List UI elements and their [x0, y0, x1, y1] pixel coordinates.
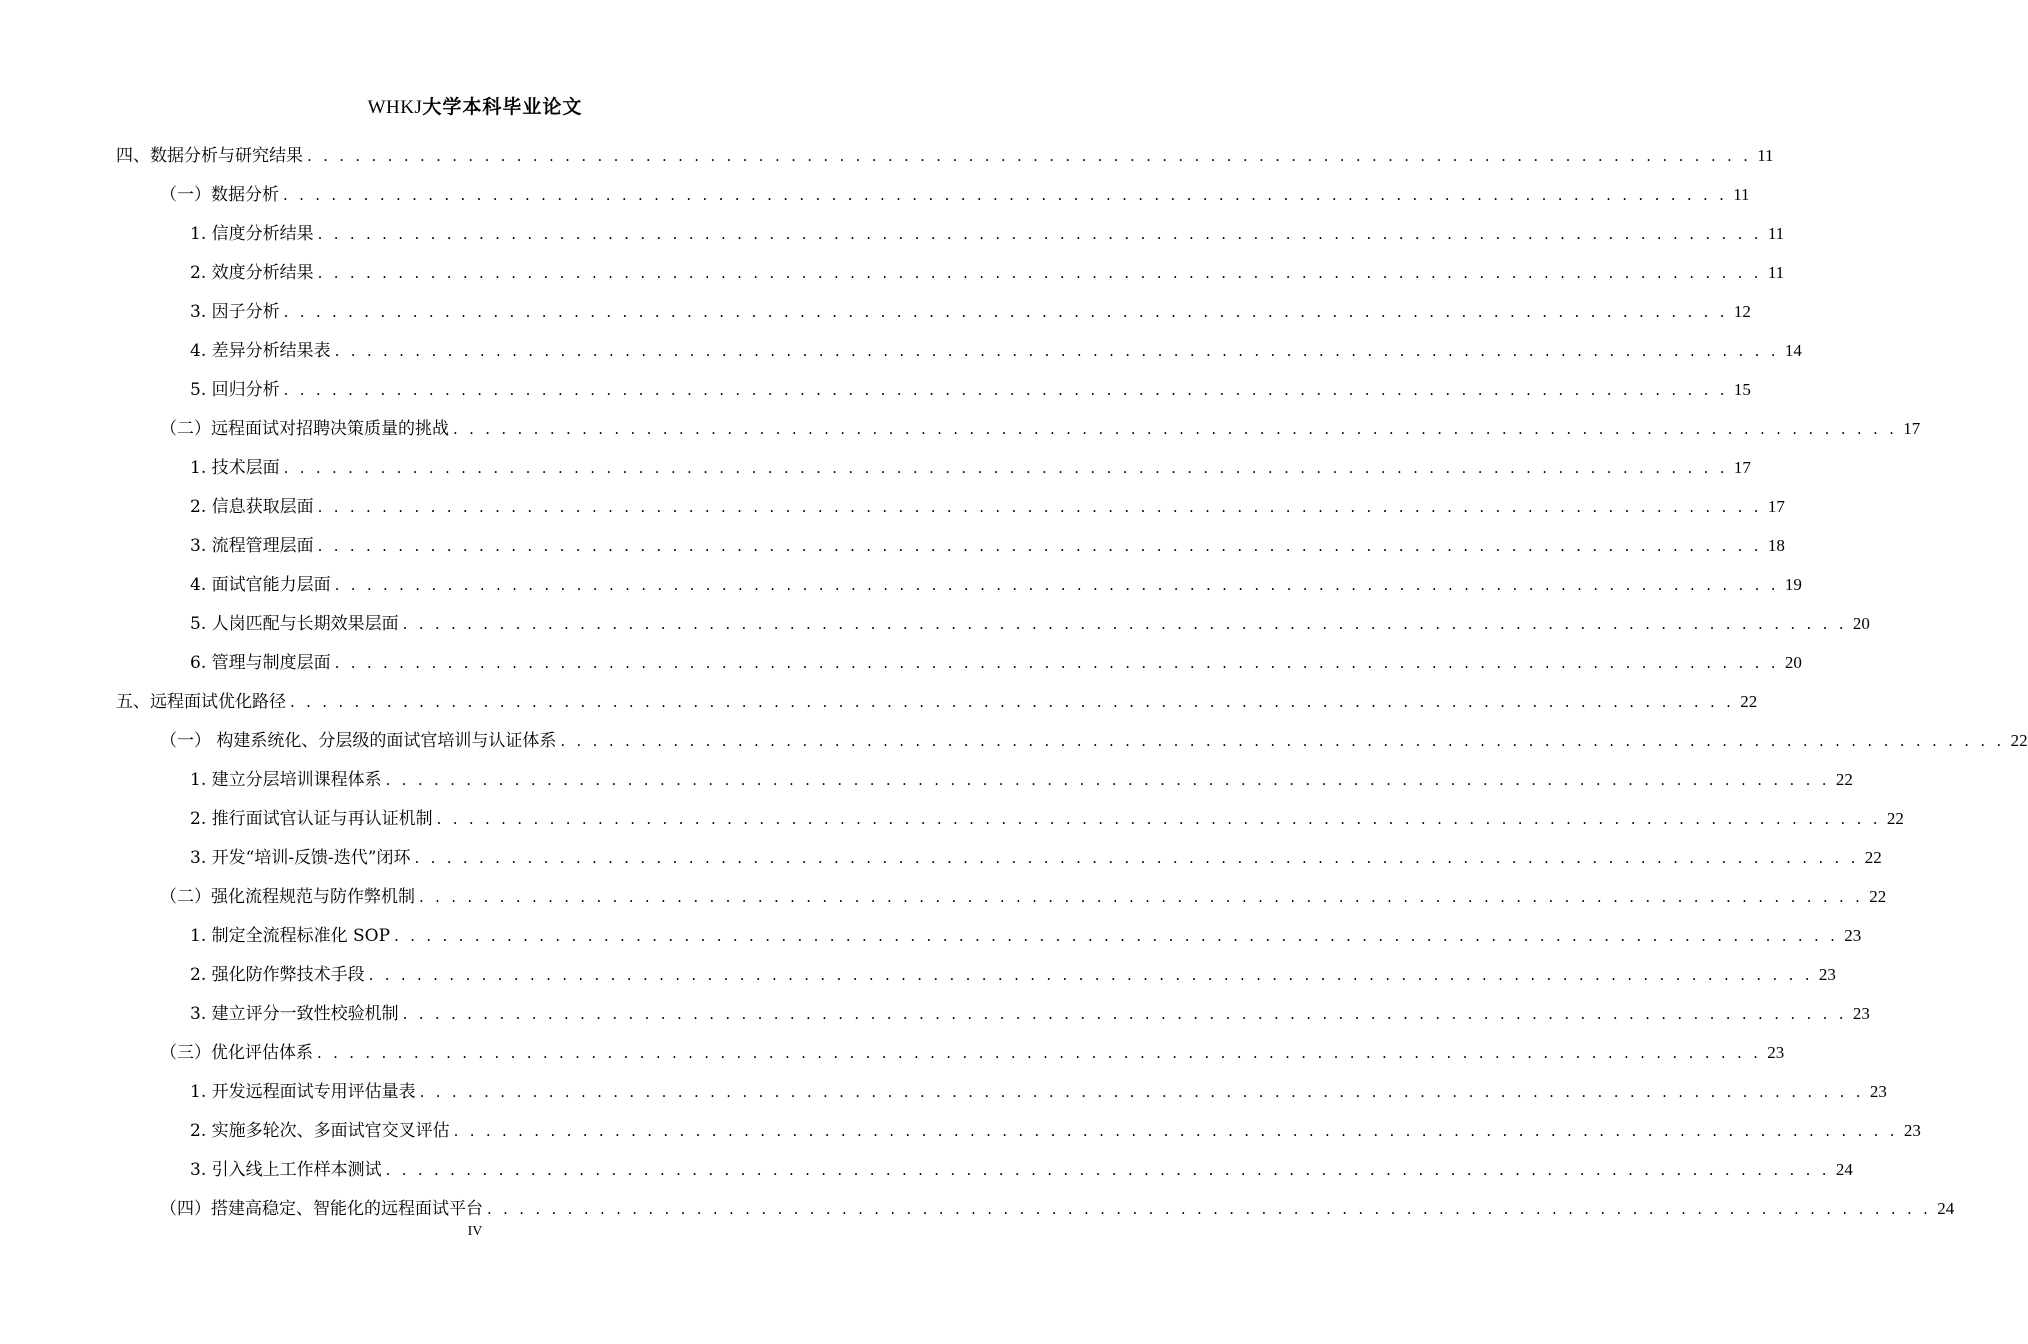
- header-title: 大学本科毕业论文: [422, 96, 583, 118]
- toc-dot-leader: . . . . . . . . . . . . . . . . . . . . . . . . . . . . . . . . . . . . . . . . . . . . . . . . . . . . . . . . . . . . . . . . . . . . . . . . . . . . . . . . . . . . . . . . . .: [317, 1044, 1762, 1062]
- toc-dot-leader: . . . . . . . . . . . . . . . . . . . . . . . . . . . . . . . . . . . . . . . . . . . . . . . . . . . . . . . . . . . . . . . . . . . . . . . . . . . . . . . . . . . . . . . . . .: [283, 459, 1728, 477]
- page-header: [0, 94, 950, 121]
- toc-entry[interactable]: [190, 338, 1802, 364]
- toc-entry-page: 17: [1903, 419, 1921, 438]
- toc-entry-page: 12: [1733, 302, 1751, 321]
- toc-entry-page: 23: [1869, 1082, 1887, 1101]
- toc-dot-leader: . . . . . . . . . . . . . . . . . . . . . . . . . . . . . . . . . . . . . . . . . . . . . . . . . . . . . . . . . . . . . . . . . . . . . . . . . . . . . . . . . . . . . . . . . .: [487, 1200, 1932, 1218]
- toc-entry[interactable]: [190, 1079, 1887, 1105]
- toc-entry[interactable]: [190, 494, 1785, 520]
- toc-entry[interactable]: [190, 1001, 1870, 1027]
- toc-entry-title: 2. 推行面试官认证与再认证机制: [190, 809, 433, 829]
- toc-entry-title: （二）强化流程规范与防作弊机制: [160, 887, 415, 907]
- toc-entry-page: 11: [1767, 263, 1785, 282]
- toc-entry-title: （一） 构建系统化、分层级的面试官培训与认证体系: [160, 731, 557, 751]
- toc-entry-title: 2. 信息获取层面: [190, 497, 314, 517]
- toc-entry-page: 22: [1886, 809, 1904, 828]
- toc-entry-title: 五、远程面试优化路径: [116, 692, 286, 712]
- toc-entry-title: （二）远程面试对招聘决策质量的挑战: [160, 419, 449, 439]
- toc-entry-title: 3. 建立评分一致性校验机制: [190, 1004, 399, 1024]
- toc-entry-title: 3. 引入线上工作样本测试: [190, 1160, 382, 1180]
- toc-dot-leader: . . . . . . . . . . . . . . . . . . . . . . . . . . . . . . . . . . . . . . . . . . . . . . . . . . . . . . . . . . . . . . . . . . . . . . . . . . . . . . . . . . . . . . . . . .: [436, 810, 1881, 828]
- toc-entry[interactable]: [116, 143, 1774, 169]
- toc-entry-page: 23: [1767, 1043, 1785, 1062]
- toc-entry[interactable]: [160, 728, 2028, 754]
- toc-entry[interactable]: [160, 884, 1887, 910]
- toc-dot-leader: . . . . . . . . . . . . . . . . . . . . . . . . . . . . . . . . . . . . . . . . . . . . . . . . . . . . . . . . . . . . . . . . . . . . . . . . . . . . . . . . . . . . . . . . . .: [368, 966, 1813, 984]
- toc-entry-page: 11: [1733, 185, 1750, 204]
- toc-entry-page: 24: [1937, 1199, 1955, 1218]
- toc-dot-leader: . . . . . . . . . . . . . . . . . . . . . . . . . . . . . . . . . . . . . . . . . . . . . . . . . . . . . . . . . . . . . . . . . . . . . . . . . . . . . . . . . . . . . . . . . .: [290, 693, 1735, 711]
- toc-dot-leader: . . . . . . . . . . . . . . . . . . . . . . . . . . . . . . . . . . . . . . . . . . . . . . . . . . . . . . . . . . . . . . . . . . . . . . . . . . . . . . . . . . . . . . . . . .: [307, 147, 1752, 165]
- toc-entry-title: 3. 开发“培训-反馈-迭代”闭环: [190, 848, 411, 868]
- toc-entry-title: 5. 人岗匹配与长期效果层面: [190, 614, 399, 634]
- toc-dot-leader: . . . . . . . . . . . . . . . . . . . . . . . . . . . . . . . . . . . . . . . . . . . . . . . . . . . . . . . . . . . . . . . . . . . . . . . . . . . . . . . . . . . . . . . . . .: [317, 537, 1762, 555]
- toc-entry[interactable]: [190, 260, 1785, 286]
- toc-entry-page: 23: [1852, 1004, 1870, 1023]
- toc-entry-page: 22: [1835, 770, 1853, 789]
- toc-entry-page: 23: [1844, 926, 1862, 945]
- toc-entry-title: 1. 制定全流程标准化 SOP: [190, 926, 391, 946]
- toc-dot-leader: . . . . . . . . . . . . . . . . . . . . . . . . . . . . . . . . . . . . . . . . . . . . . . . . . . . . . . . . . . . . . . . . . . . . . . . . . . . . . . . . . . . . . . . . . .: [414, 849, 1859, 867]
- toc-entry-page: 14: [1784, 341, 1802, 360]
- toc-entry-title: 6. 管理与制度层面: [190, 653, 331, 673]
- toc-dot-leader: . . . . . . . . . . . . . . . . . . . . . . . . . . . . . . . . . . . . . . . . . . . . . . . . . . . . . . . . . . . . . . . . . . . . . . . . . . . . . . . . . . . . . . . . . .: [453, 420, 1898, 438]
- toc-entry[interactable]: [190, 806, 1904, 832]
- toc-entry-title: 2. 实施多轮次、多面试官交叉评估: [190, 1121, 450, 1141]
- toc-entry[interactable]: [160, 416, 1921, 442]
- toc-entry-title: 1. 技术层面: [190, 458, 280, 478]
- header-school-code: WHKJ: [367, 97, 423, 118]
- toc-entry-page: 23: [1818, 965, 1836, 984]
- toc-dot-leader: . . . . . . . . . . . . . . . . . . . . . . . . . . . . . . . . . . . . . . . . . . . . . . . . . . . . . . . . . . . . . . . . . . . . . . . . . . . . . . . . . . . . . . . . . .: [334, 342, 1779, 360]
- toc-entry-page: 22: [1869, 887, 1887, 906]
- toc-entry-page: 22: [1740, 692, 1758, 711]
- toc-entry[interactable]: [190, 572, 1802, 598]
- toc-entry-title: （一）数据分析: [160, 185, 279, 205]
- toc-entry[interactable]: [160, 182, 1750, 208]
- toc-entry-page: 11: [1767, 224, 1785, 243]
- toc-dot-leader: . . . . . . . . . . . . . . . . . . . . . . . . . . . . . . . . . . . . . . . . . . . . . . . . . . . . . . . . . . . . . . . . . . . . . . . . . . . . . . . . . . . . . . . . . .: [334, 654, 1779, 672]
- toc-entry-page: 24: [1835, 1160, 1853, 1179]
- toc-dot-leader: . . . . . . . . . . . . . . . . . . . . . . . . . . . . . . . . . . . . . . . . . . . . . . . . . . . . . . . . . . . . . . . . . . . . . . . . . . . . . . . . . . . . . . . . . .: [385, 771, 1830, 789]
- toc-dot-leader: . . . . . . . . . . . . . . . . . . . . . . . . . . . . . . . . . . . . . . . . . . . . . . . . . . . . . . . . . . . . . . . . . . . . . . . . . . . . . . . . . . . . . . . . . .: [419, 1083, 1864, 1101]
- toc-entry-page: 19: [1784, 575, 1802, 594]
- toc-entry[interactable]: [190, 845, 1882, 871]
- toc-entry-page: 17: [1733, 458, 1751, 477]
- toc-entry[interactable]: [190, 299, 1751, 325]
- toc-dot-leader: . . . . . . . . . . . . . . . . . . . . . . . . . . . . . . . . . . . . . . . . . . . . . . . . . . . . . . . . . . . . . . . . . . . . . . . . . . . . . . . . . . . . . . . . . .: [402, 1005, 1847, 1023]
- toc-dot-leader: . . . . . . . . . . . . . . . . . . . . . . . . . . . . . . . . . . . . . . . . . . . . . . . . . . . . . . . . . . . . . . . . . . . . . . . . . . . . . . . . . . . . . . . . . .: [394, 927, 1839, 945]
- toc-dot-leader: . . . . . . . . . . . . . . . . . . . . . . . . . . . . . . . . . . . . . . . . . . . . . . . . . . . . . . . . . . . . . . . . . . . . . . . . . . . . . . . . . . . . . . . . . .: [334, 576, 1779, 594]
- toc-dot-leader: . . . . . . . . . . . . . . . . . . . . . . . . . . . . . . . . . . . . . . . . . . . . . . . . . . . . . . . . . . . . . . . . . . . . . . . . . . . . . . . . . . . . . . . . . .: [283, 186, 1728, 204]
- toc-entry-title: （三）优化评估体系: [160, 1043, 313, 1063]
- toc-entry-title: 1. 建立分层培训课程体系: [190, 770, 382, 790]
- toc-entry[interactable]: [160, 1196, 1955, 1222]
- toc-entry[interactable]: [190, 1118, 1921, 1144]
- toc-dot-leader: . . . . . . . . . . . . . . . . . . . . . . . . . . . . . . . . . . . . . . . . . . . . . . . . . . . . . . . . . . . . . . . . . . . . . . . . . . . . . . . . . . . . . . . . . .: [419, 888, 1864, 906]
- toc-entry-title: 3. 因子分析: [190, 302, 280, 322]
- toc-entry-title: 2. 效度分析结果: [190, 263, 314, 283]
- toc-entry-page: 22: [1864, 848, 1882, 867]
- toc-dot-leader: . . . . . . . . . . . . . . . . . . . . . . . . . . . . . . . . . . . . . . . . . . . . . . . . . . . . . . . . . . . . . . . . . . . . . . . . . . . . . . . . . . . . . . . . . .: [317, 225, 1762, 243]
- toc-dot-leader: . . . . . . . . . . . . . . . . . . . . . . . . . . . . . . . . . . . . . . . . . . . . . . . . . . . . . . . . . . . . . . . . . . . . . . . . . . . . . . . . . . . . . . . . . .: [560, 732, 2005, 750]
- toc-entry[interactable]: [190, 533, 1785, 559]
- toc-entry-title: 1. 信度分析结果: [190, 224, 314, 244]
- toc-dot-leader: . . . . . . . . . . . . . . . . . . . . . . . . . . . . . . . . . . . . . . . . . . . . . . . . . . . . . . . . . . . . . . . . . . . . . . . . . . . . . . . . . . . . . . . . . .: [317, 498, 1762, 516]
- toc-entry-page: 20: [1852, 614, 1870, 633]
- toc-dot-leader: . . . . . . . . . . . . . . . . . . . . . . . . . . . . . . . . . . . . . . . . . . . . . . . . . . . . . . . . . . . . . . . . . . . . . . . . . . . . . . . . . . . . . . . . . .: [283, 303, 1728, 321]
- toc-entry[interactable]: [190, 767, 1853, 793]
- toc-dot-leader: . . . . . . . . . . . . . . . . . . . . . . . . . . . . . . . . . . . . . . . . . . . . . . . . . . . . . . . . . . . . . . . . . . . . . . . . . . . . . . . . . . . . . . . . . .: [385, 1161, 1830, 1179]
- toc-entry-page: 15: [1733, 380, 1751, 399]
- toc-entry[interactable]: [190, 650, 1802, 676]
- toc-entry-title: 3. 流程管理层面: [190, 536, 314, 556]
- toc-entry-title: （四）搭建高稳定、智能化的远程面试平台: [160, 1199, 483, 1219]
- toc-entry[interactable]: [190, 377, 1751, 403]
- toc-entry[interactable]: [190, 1157, 1853, 1183]
- page-number: IV: [467, 1224, 483, 1239]
- toc-entry[interactable]: [160, 1040, 1785, 1066]
- toc-entry-page: 11: [1757, 146, 1774, 165]
- toc-entry[interactable]: [190, 923, 1862, 949]
- toc-entry[interactable]: [190, 455, 1751, 481]
- toc-dot-leader: . . . . . . . . . . . . . . . . . . . . . . . . . . . . . . . . . . . . . . . . . . . . . . . . . . . . . . . . . . . . . . . . . . . . . . . . . . . . . . . . . . . . . . . . . .: [317, 264, 1762, 282]
- toc-entry-title: 2. 强化防作弊技术手段: [190, 965, 365, 985]
- toc-entry-page: 22: [2010, 731, 2028, 750]
- toc-entry[interactable]: [190, 611, 1870, 637]
- toc-dot-leader: . . . . . . . . . . . . . . . . . . . . . . . . . . . . . . . . . . . . . . . . . . . . . . . . . . . . . . . . . . . . . . . . . . . . . . . . . . . . . . . . . . . . . . . . . .: [283, 381, 1728, 399]
- toc-entry[interactable]: [190, 962, 1836, 988]
- toc-entry-page: 20: [1784, 653, 1802, 672]
- toc-entry-page: 18: [1767, 536, 1785, 555]
- toc-dot-leader: . . . . . . . . . . . . . . . . . . . . . . . . . . . . . . . . . . . . . . . . . . . . . . . . . . . . . . . . . . . . . . . . . . . . . . . . . . . . . . . . . . . . . . . . . .: [402, 615, 1847, 633]
- toc-entry-title: 1. 开发远程面试专用评估量表: [190, 1082, 416, 1102]
- toc-entry-title: 4. 差异分析结果表: [190, 341, 331, 361]
- toc-entry[interactable]: [116, 689, 1758, 715]
- toc-entry-page: 23: [1903, 1121, 1921, 1140]
- toc-entry-page: 17: [1767, 497, 1785, 516]
- toc-dot-leader: . . . . . . . . . . . . . . . . . . . . . . . . . . . . . . . . . . . . . . . . . . . . . . . . . . . . . . . . . . . . . . . . . . . . . . . . . . . . . . . . . . . . . . . . . .: [453, 1122, 1898, 1140]
- toc-entry-title: 四、数据分析与研究结果: [116, 146, 303, 166]
- toc-entry-title: 5. 回归分析: [190, 380, 280, 400]
- toc-entry-title: 4. 面试官能力层面: [190, 575, 331, 595]
- toc-entry[interactable]: [190, 221, 1785, 247]
